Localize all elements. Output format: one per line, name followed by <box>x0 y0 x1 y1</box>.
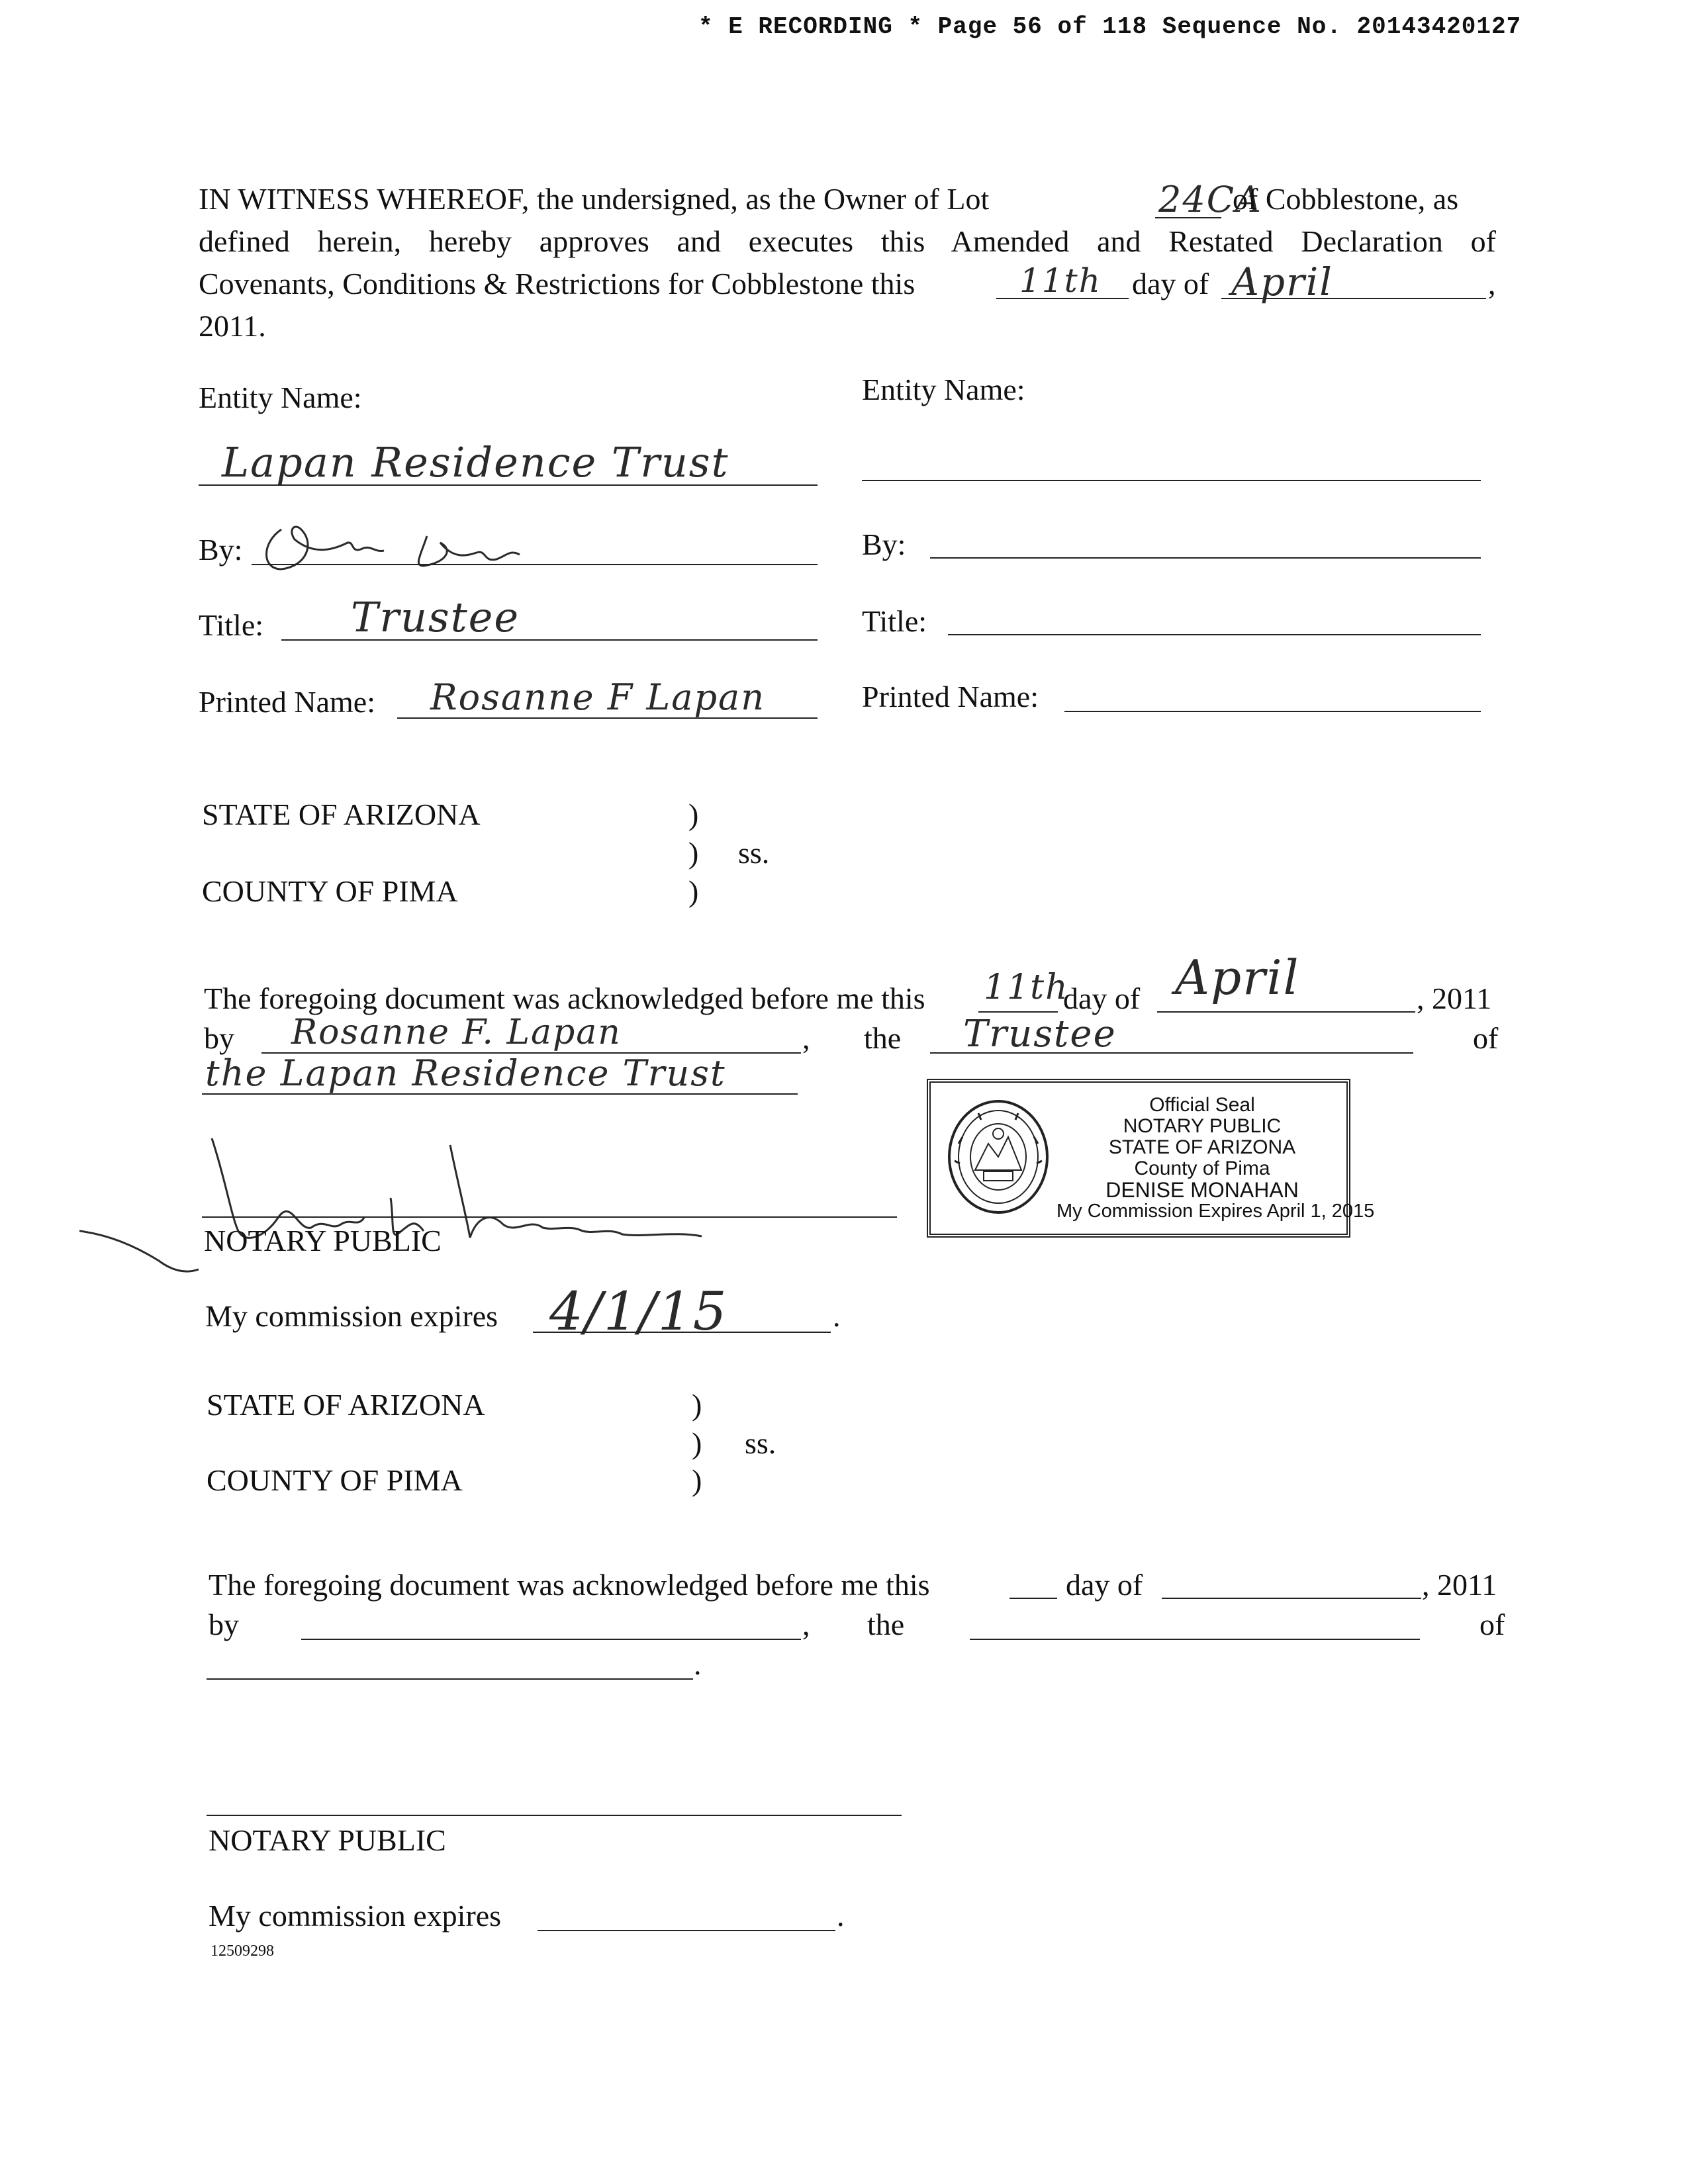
notary2-year: , 2011 <box>1422 1568 1497 1602</box>
notary2-commission-line <box>538 1930 835 1931</box>
notary1-commission-line <box>533 1332 831 1333</box>
notary2-paren-2: ) <box>692 1426 702 1460</box>
right-by-label: By: <box>862 527 906 561</box>
seal-line-1: Official Seal <box>1149 1094 1255 1116</box>
notary2-by-line <box>301 1639 801 1640</box>
right-title-label: Title: <box>862 604 927 638</box>
notary1-month-line <box>1157 1011 1415 1013</box>
notary2-by: by <box>209 1608 239 1641</box>
notary2-comma: , <box>802 1608 810 1641</box>
left-printed-line <box>397 717 818 719</box>
notary2-day-of: day of <box>1066 1568 1143 1602</box>
seal-line-3: STATE OF ARIZONA <box>1108 1136 1296 1158</box>
seal-line-4: County of Pima <box>1134 1158 1270 1179</box>
notary2-ack-text: The foregoing document was acknowledged before me this <box>209 1568 930 1602</box>
witness-text-1: IN WITNESS WHEREOF, the undersigned, as the Owner of Lot <box>199 182 990 216</box>
notary1-by-handwritten: Rosanne F. Lapan <box>291 1013 622 1052</box>
seal-line-2: NOTARY PUBLIC <box>1123 1115 1282 1137</box>
left-by-line <box>252 564 818 565</box>
notary2-paren-1: ) <box>692 1388 702 1422</box>
witness-month-handwritten: April <box>1231 259 1333 304</box>
notary1-of: of <box>1473 1021 1499 1055</box>
notary2-ss: ss. <box>745 1426 776 1460</box>
notary1-paren-3: ) <box>688 874 699 908</box>
witness-comma: , <box>1488 267 1496 300</box>
lot-handwritten: 24CA <box>1158 179 1263 220</box>
notary2-signature-line <box>207 1815 902 1816</box>
left-printed-value: Rosanne F Lapan <box>430 676 765 718</box>
notary1-ack-text: The foregoing document was acknowledged before me this <box>204 981 925 1015</box>
notary1-commission-label: My commission expires <box>205 1299 498 1333</box>
notary2-paren-3: ) <box>692 1463 702 1497</box>
notary1-signature <box>79 1118 907 1284</box>
seal-line-6: My Commission Expires April 1, 2015 <box>1056 1201 1375 1222</box>
notary1-county: COUNTY OF PIMA <box>202 874 458 908</box>
right-entity-line <box>862 480 1481 481</box>
notary1-month-handwritten: April <box>1175 950 1300 1005</box>
right-entity-label: Entity Name: <box>862 373 1025 406</box>
doc-id: 12509298 <box>211 1942 274 1960</box>
notary2-entity-line <box>207 1678 693 1680</box>
right-printed-label: Printed Name: <box>862 680 1039 713</box>
notary2-state: STATE OF ARIZONA <box>207 1388 485 1422</box>
witness-line-2: defined herein, hereby approves and executes this Amended and Restated Declaration of <box>199 224 1496 258</box>
right-by-line <box>930 557 1481 559</box>
left-title-value: Trustee <box>351 593 520 641</box>
left-printed-label: Printed Name: <box>199 685 375 719</box>
left-by-label: By: <box>199 533 243 567</box>
notary1-entity-line <box>202 1093 798 1095</box>
notary1-day-handwritten: 11th <box>984 968 1069 1007</box>
arizona-seal-emblem <box>945 1097 1051 1216</box>
notary1-signature-line <box>202 1216 897 1218</box>
seal-line-5: DENISE MONAHAN <box>1105 1178 1299 1202</box>
notary1-role-handwritten: Trustee <box>963 1013 1117 1056</box>
witness-line-3: Covenants, Conditions & Restrictions for Cobblestone this <box>199 267 915 300</box>
notary1-state: STATE OF ARIZONA <box>202 797 481 831</box>
left-entity-line <box>199 484 818 486</box>
notary1-the: the <box>864 1021 902 1055</box>
witness-year: 2011. <box>199 309 266 343</box>
notary1-role-line <box>930 1052 1413 1054</box>
left-entity-label: Entity Name: <box>199 381 362 414</box>
notary1-paren-2: ) <box>688 836 699 870</box>
notary2-entity-period: . <box>694 1647 702 1681</box>
witness-day-of: day of <box>1132 267 1209 300</box>
left-entity-value: Lapan Residence Trust <box>222 438 729 486</box>
right-printed-line <box>1064 711 1481 712</box>
left-title-line <box>281 639 818 641</box>
witness-day-handwritten: 11th <box>1019 261 1102 300</box>
notary2-role-line <box>970 1639 1420 1640</box>
recording-header: * E RECORDING * Page 56 of 118 Sequence No. 20143420127 <box>698 13 1522 40</box>
notary2-month-line <box>1162 1598 1421 1599</box>
witness-cobblestone: of Cobblestone, as <box>1233 182 1459 216</box>
notary2-commission-label: My commission expires <box>209 1899 502 1933</box>
notary1-notary-label: NOTARY PUBLIC <box>204 1224 442 1257</box>
right-title-line <box>948 634 1481 635</box>
notary2-county: COUNTY OF PIMA <box>207 1463 463 1497</box>
left-title-label: Title: <box>199 608 264 642</box>
notary1-comma: , <box>802 1021 810 1055</box>
notary2-of: of <box>1479 1608 1505 1641</box>
notary1-ss: ss. <box>738 836 770 870</box>
notary1-paren-1: ) <box>688 797 699 831</box>
notary2-day-line <box>1009 1598 1057 1599</box>
notary2-period: . <box>837 1899 845 1933</box>
notary2-the: the <box>867 1608 905 1641</box>
notary1-by: by <box>204 1021 234 1055</box>
notary1-commission-value: 4/1/15 <box>549 1281 728 1342</box>
notary1-period: . <box>833 1299 841 1333</box>
notary2-notary-label: NOTARY PUBLIC <box>209 1823 446 1857</box>
notary-seal <box>927 1079 1375 1238</box>
notary1-day-of: day of <box>1063 981 1141 1015</box>
notary1-entity-handwritten: the Lapan Residence Trust <box>205 1052 726 1094</box>
notary1-year: , 2011 <box>1417 981 1492 1015</box>
